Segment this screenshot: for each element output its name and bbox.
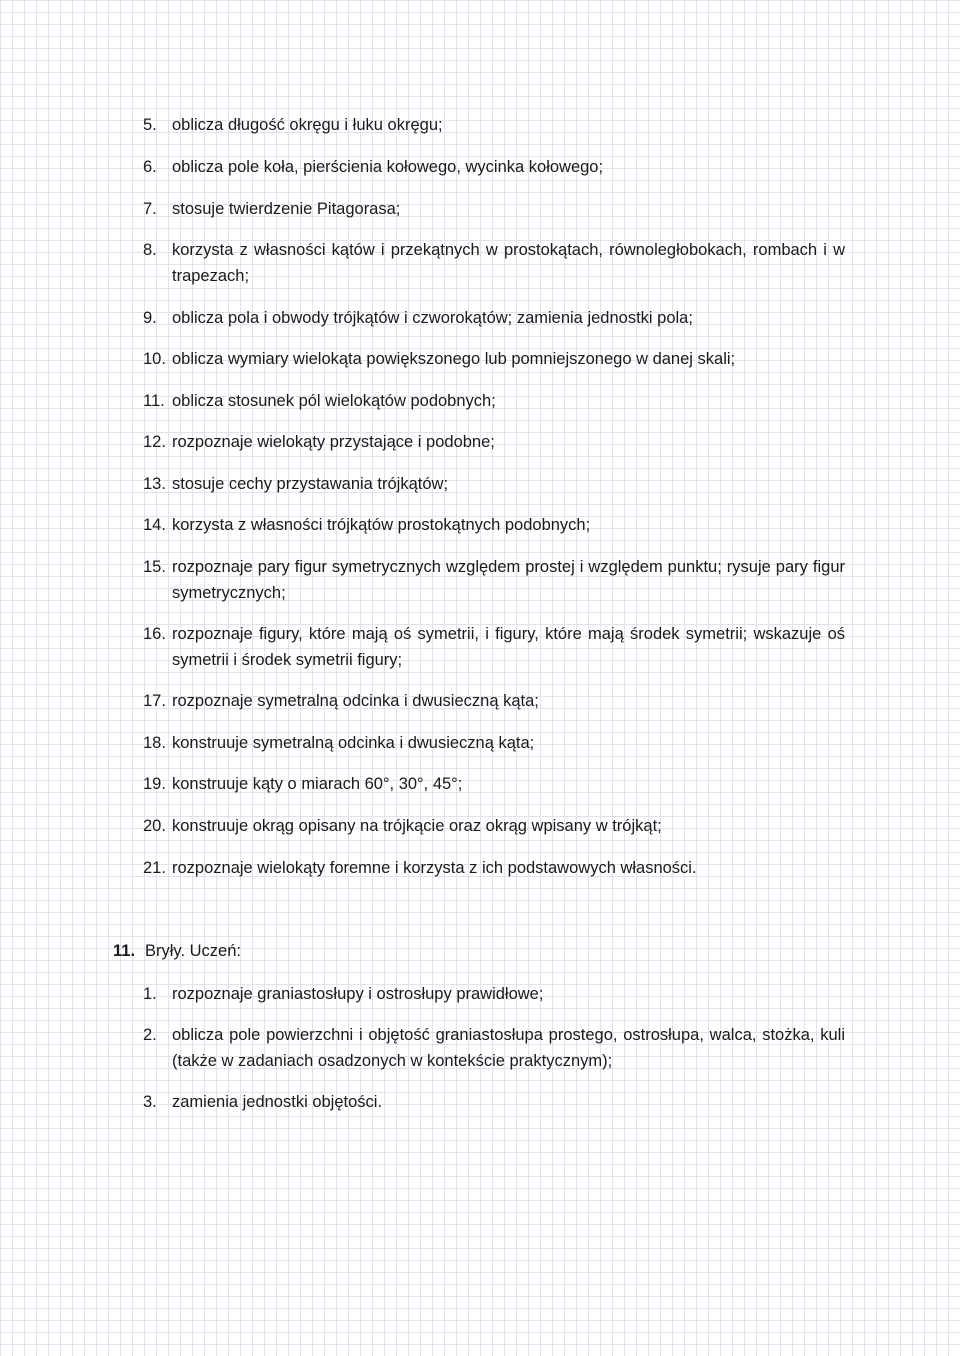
list-item	[143, 813, 845, 839]
item-text: korzysta z własności trójkątów prostokątnych podobnych;	[172, 516, 591, 534]
item-number: 20.	[143, 817, 166, 835]
item-number: 14.	[143, 516, 166, 534]
item-text: oblicza wymiary wielokąta powiększonego lub pomniejszonego w danej skali;	[172, 350, 736, 368]
item-text: rozpoznaje symetralną odcinka i dwusieczną kąta;	[172, 692, 539, 710]
item-text: rozpoznaje pary figur symetrycznych względem prostej i względem punktu; rysuje pary figur symetrycznych;	[172, 558, 845, 602]
list-item	[143, 688, 845, 714]
list-item	[143, 512, 845, 538]
list-item	[143, 471, 845, 497]
section-title: Bryły. Uczeń:	[145, 942, 241, 960]
item-number: 8.	[143, 241, 157, 259]
list-item	[143, 196, 845, 222]
item-number: 17.	[143, 692, 166, 710]
list-item	[143, 855, 845, 881]
item-number: 7.	[143, 200, 157, 218]
section-heading	[113, 938, 845, 964]
list-item	[143, 112, 845, 138]
list-item	[143, 771, 845, 797]
item-text: korzysta z własności kątów i przekątnych w prostokątach, równoległobokach, rombach i w trapezach;	[172, 241, 845, 285]
item-text: konstruuje kąty o miarach 60°, 30°, 45°;	[172, 775, 463, 793]
item-number: 1.	[143, 985, 157, 1003]
list-item	[143, 1089, 845, 1115]
item-number: 21.	[143, 859, 166, 877]
item-number: 15.	[143, 558, 166, 576]
list-item	[143, 554, 845, 606]
item-text: rozpoznaje graniastosłupy i ostrosłupy prawidłowe;	[172, 985, 544, 1003]
list-item	[143, 305, 845, 331]
item-text: rozpoznaje wielokąty foremne i korzysta z ich podstawowych własności.	[172, 859, 697, 877]
item-text: rozpoznaje figury, które mają oś symetrii, i figury, które mają środek symetrii; wskazuje oś symetrii i środek symetrii figury;	[172, 625, 845, 669]
item-number: 5.	[143, 116, 157, 134]
list-item	[143, 346, 845, 372]
item-text: stosuje cechy przystawania trójkątów;	[172, 475, 449, 493]
item-text: oblicza pole koła, pierścienia kołowego, wycinka kołowego;	[172, 158, 604, 176]
item-number: 16.	[143, 625, 166, 643]
list-item	[143, 621, 845, 673]
item-number: 2.	[143, 1026, 157, 1044]
item-number: 6.	[143, 158, 157, 176]
list-item	[143, 730, 845, 756]
list-item	[143, 388, 845, 414]
item-number: 3.	[143, 1093, 157, 1111]
item-number: 18.	[143, 734, 166, 752]
item-text: konstruuje symetralną odcinka i dwusieczną kąta;	[172, 734, 535, 752]
item-text: oblicza pola i obwody trójkątów i czworokątów; zamienia jednostki pola;	[172, 309, 693, 327]
section-number: 11.	[113, 942, 136, 960]
item-text: oblicza stosunek pól wielokątów podobnych;	[172, 392, 496, 410]
list-item	[143, 429, 845, 455]
item-number: 13.	[143, 475, 166, 493]
list-item	[143, 237, 845, 289]
item-number: 11.	[143, 392, 165, 410]
item-text: stosuje twierdzenie Pitagorasa;	[172, 200, 401, 218]
item-number: 12.	[143, 433, 166, 451]
item-number: 10.	[143, 350, 166, 368]
item-number: 19.	[143, 775, 166, 793]
item-text: oblicza długość okręgu i łuku okręgu;	[172, 116, 443, 134]
list-item	[143, 981, 845, 1007]
list-item	[143, 154, 845, 180]
item-text: konstruuje okrąg opisany na trójkącie oraz okrąg wpisany w trójkąt;	[172, 817, 662, 835]
item-text: rozpoznaje wielokąty przystające i podobne;	[172, 433, 495, 451]
list-item	[143, 1022, 845, 1074]
item-number: 9.	[143, 309, 157, 327]
item-text: oblicza pole powierzchni i objętość graniastosłupa prostego, ostrosłupa, walca, stożka, kuli (także w zadaniach osadzonych w kontekście praktycznym);	[172, 1026, 845, 1070]
item-text: zamienia jednostki objętości.	[172, 1093, 383, 1111]
